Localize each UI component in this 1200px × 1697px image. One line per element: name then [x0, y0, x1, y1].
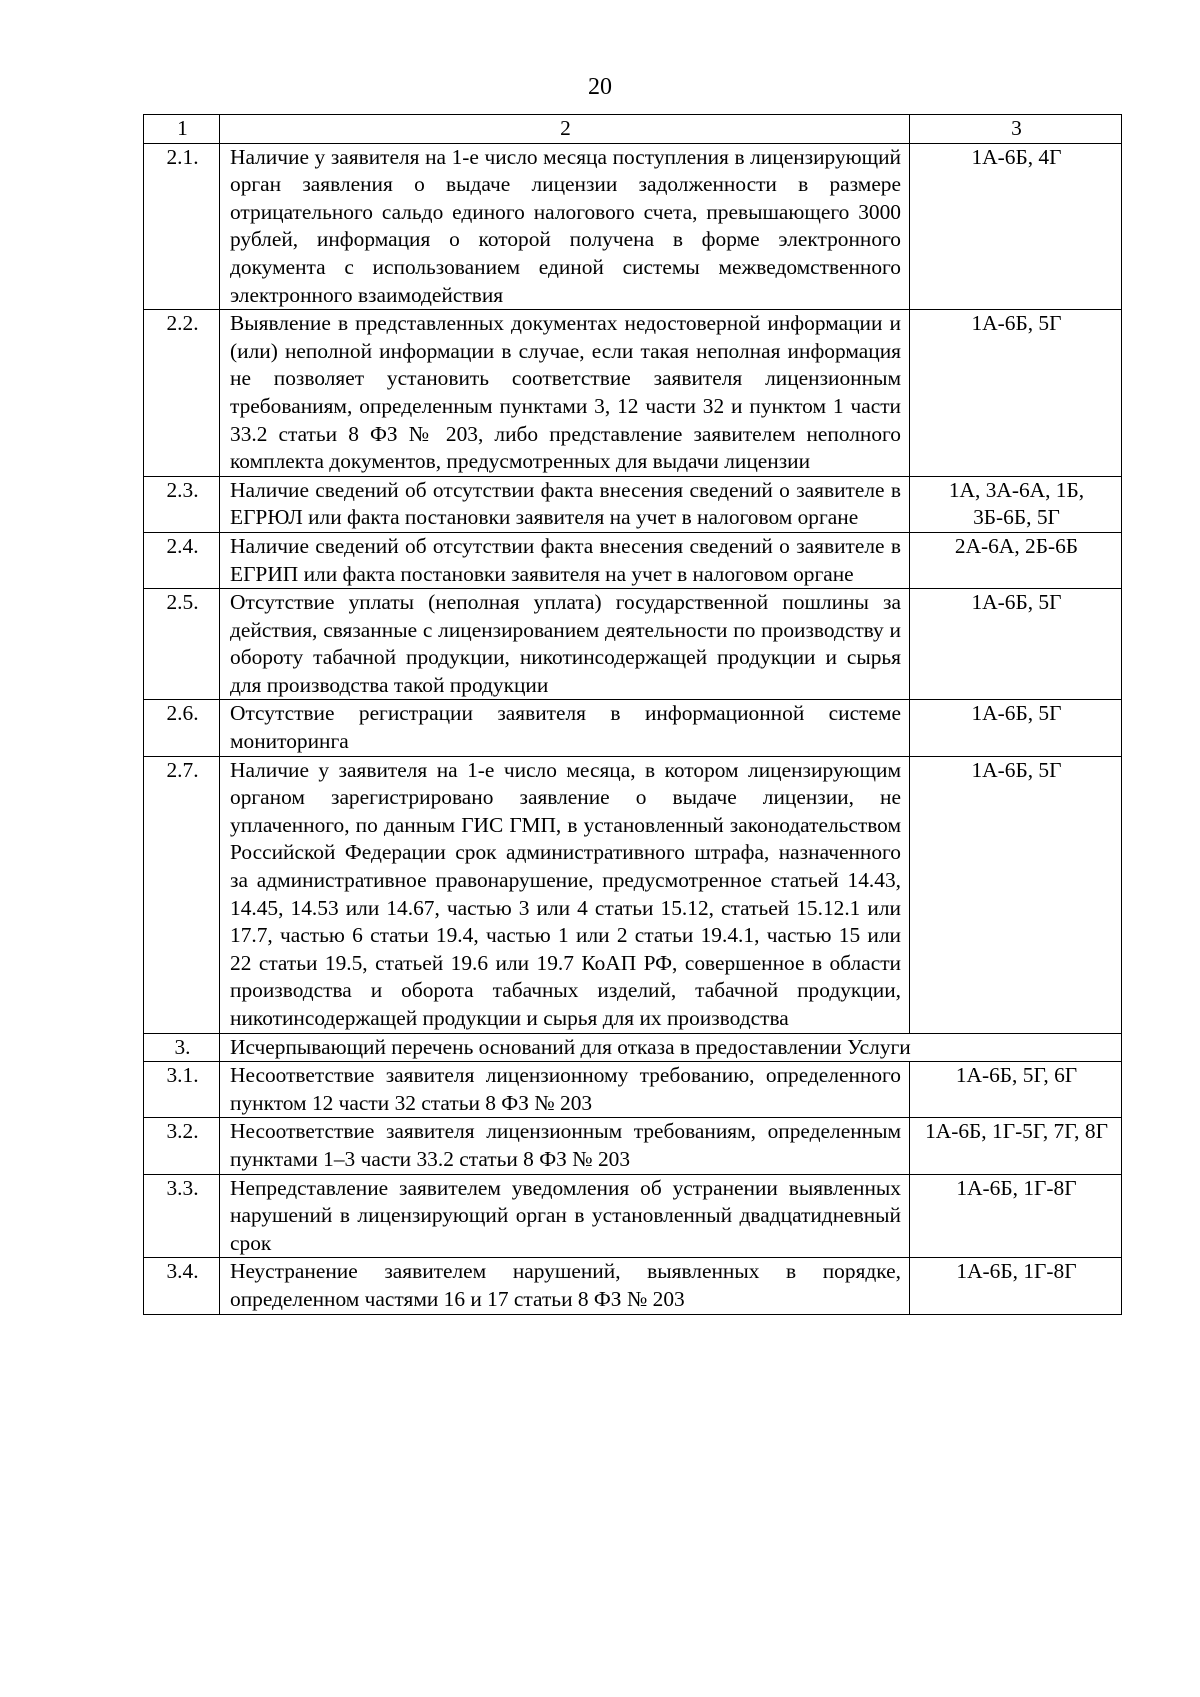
row-number: 2.1. — [144, 143, 220, 310]
table-row — [144, 756, 1122, 1033]
row-text: Несоответствие заявителя лицензионным требованиям, определенным пунктами 1–3 части 33.2 статьи 8 ФЗ № 203 — [220, 1118, 910, 1174]
section-title: Исчерпывающий перечень оснований для отказа в предоставлении Услуги — [220, 1033, 1122, 1062]
section-number: 3. — [144, 1033, 220, 1062]
table-row — [144, 700, 1122, 756]
row-codes: 1А-6Б, 1Г-8Г — [910, 1258, 1122, 1314]
row-codes: 1А-6Б, 5Г, 6Г — [910, 1062, 1122, 1118]
row-number: 3.2. — [144, 1118, 220, 1174]
table-row — [144, 1118, 1122, 1174]
row-number: 3.3. — [144, 1174, 220, 1258]
row-number: 2.3. — [144, 476, 220, 532]
section-row — [144, 1033, 1122, 1062]
row-number: 2.6. — [144, 700, 220, 756]
grounds-table — [143, 114, 1122, 1315]
table-row — [144, 310, 1122, 477]
row-text: Отсутствие уплаты (неполная уплата) государственной пошлины за действия, связанные с лицензированием деятельности по производству и обороту табачной продукции, никотинсодержащей продукции и сырья для производства такой продукции — [220, 589, 910, 700]
table-row — [144, 1258, 1122, 1314]
row-text: Неустранение заявителем нарушений, выявленных в порядке, определенном частями 16 и 17 статьи 8 ФЗ № 203 — [220, 1258, 910, 1314]
row-codes: 1А-6Б, 5Г — [910, 756, 1122, 1033]
table-row — [144, 1174, 1122, 1258]
row-text: Несоответствие заявителя лицензионному требованию, определенного пунктом 12 части 32 статьи 8 ФЗ № 203 — [220, 1062, 910, 1118]
row-number: 3.1. — [144, 1062, 220, 1118]
row-number: 2.7. — [144, 756, 220, 1033]
row-number: 3.4. — [144, 1258, 220, 1314]
column-header-1: 1 — [144, 115, 220, 144]
row-text: Непредставление заявителем уведомления об устранении выявленных нарушений в лицензирующий орган в установленный двадцатидневный срок — [220, 1174, 910, 1258]
table-row — [144, 476, 1122, 532]
row-number: 2.2. — [144, 310, 220, 477]
table-row — [144, 532, 1122, 588]
row-text: Выявление в представленных документах недостоверной информации и (или) неполной информации в случае, если такая неполная информация не позволяет установить соответствие заявителя лицензионным требованиям, определенным пунктами 3, 12 части 32 и пунктом 1 части 33.2 статьи 8 ФЗ № 203, либо представление заявителем неполного комплекта документов, предусмотренных для выдачи лицензии — [220, 310, 910, 477]
table-row — [144, 143, 1122, 310]
row-number: 2.4. — [144, 532, 220, 588]
row-text: Наличие сведений об отсутствии факта внесения сведений о заявителе в ЕГРЮЛ или факта постановки заявителя на учет в налоговом органе — [220, 476, 910, 532]
table-row — [144, 589, 1122, 700]
row-codes: 1А-6Б, 4Г — [910, 143, 1122, 310]
column-header-3: 3 — [910, 115, 1122, 144]
row-codes: 1А-6Б, 1Г-5Г, 7Г, 8Г — [910, 1118, 1122, 1174]
row-codes: 1А-6Б, 5Г — [910, 310, 1122, 477]
row-number: 2.5. — [144, 589, 220, 700]
table-header-row — [144, 115, 1122, 144]
page-number: 20 — [588, 74, 612, 100]
row-text: Наличие сведений об отсутствии факта внесения сведений о заявителе в ЕГРИП или факта постановки заявителя на учет в налоговом органе — [220, 532, 910, 588]
row-codes: 2А-6А, 2Б-6Б — [910, 532, 1122, 588]
row-text: Наличие у заявителя на 1-е число месяца поступления в лицензирующий орган заявления о выдаче лицензии задолженности в размере отрицательного сальдо единого налогового счета, превышающего 3000 рублей, информация о которой получена в форме электронного документа с использованием единой системы межведомственного электронного взаимодействия — [220, 143, 910, 310]
row-text: Наличие у заявителя на 1-е число месяца, в котором лицензирующим органом зарегистрировано заявление о выдаче лицензии, не уплаченного, по данным ГИС ГМП, в установленный законодательством Российской Федерации срок административного штрафа, назначенного за административное правонарушение, предусмотренное статьей 14.43, 14.45, 14.53 или 14.67, частью 3 или 4 статьи 15.12, статьей 15.12.1 или 17.7, частью 6 статьи 19.4, частью 1 или 2 статьи 19.4.1, частью 15 или 22 статьи 19.5, статьей 19.6 или 19.7 КоАП РФ, совершенное в области производства и оборота табачных изделий, табачной продукции, никотинсодержащей продукции и сырья для их производства — [220, 756, 910, 1033]
table-row — [144, 1062, 1122, 1118]
row-codes: 1А-6Б, 5Г — [910, 700, 1122, 756]
row-text: Отсутствие регистрации заявителя в информационной системе мониторинга — [220, 700, 910, 756]
row-codes: 1А-6Б, 1Г-8Г — [910, 1174, 1122, 1258]
row-codes: 1А-6Б, 5Г — [910, 589, 1122, 700]
column-header-2: 2 — [220, 115, 910, 144]
row-codes: 1А, 3А-6А, 1Б, 3Б-6Б, 5Г — [910, 476, 1122, 532]
